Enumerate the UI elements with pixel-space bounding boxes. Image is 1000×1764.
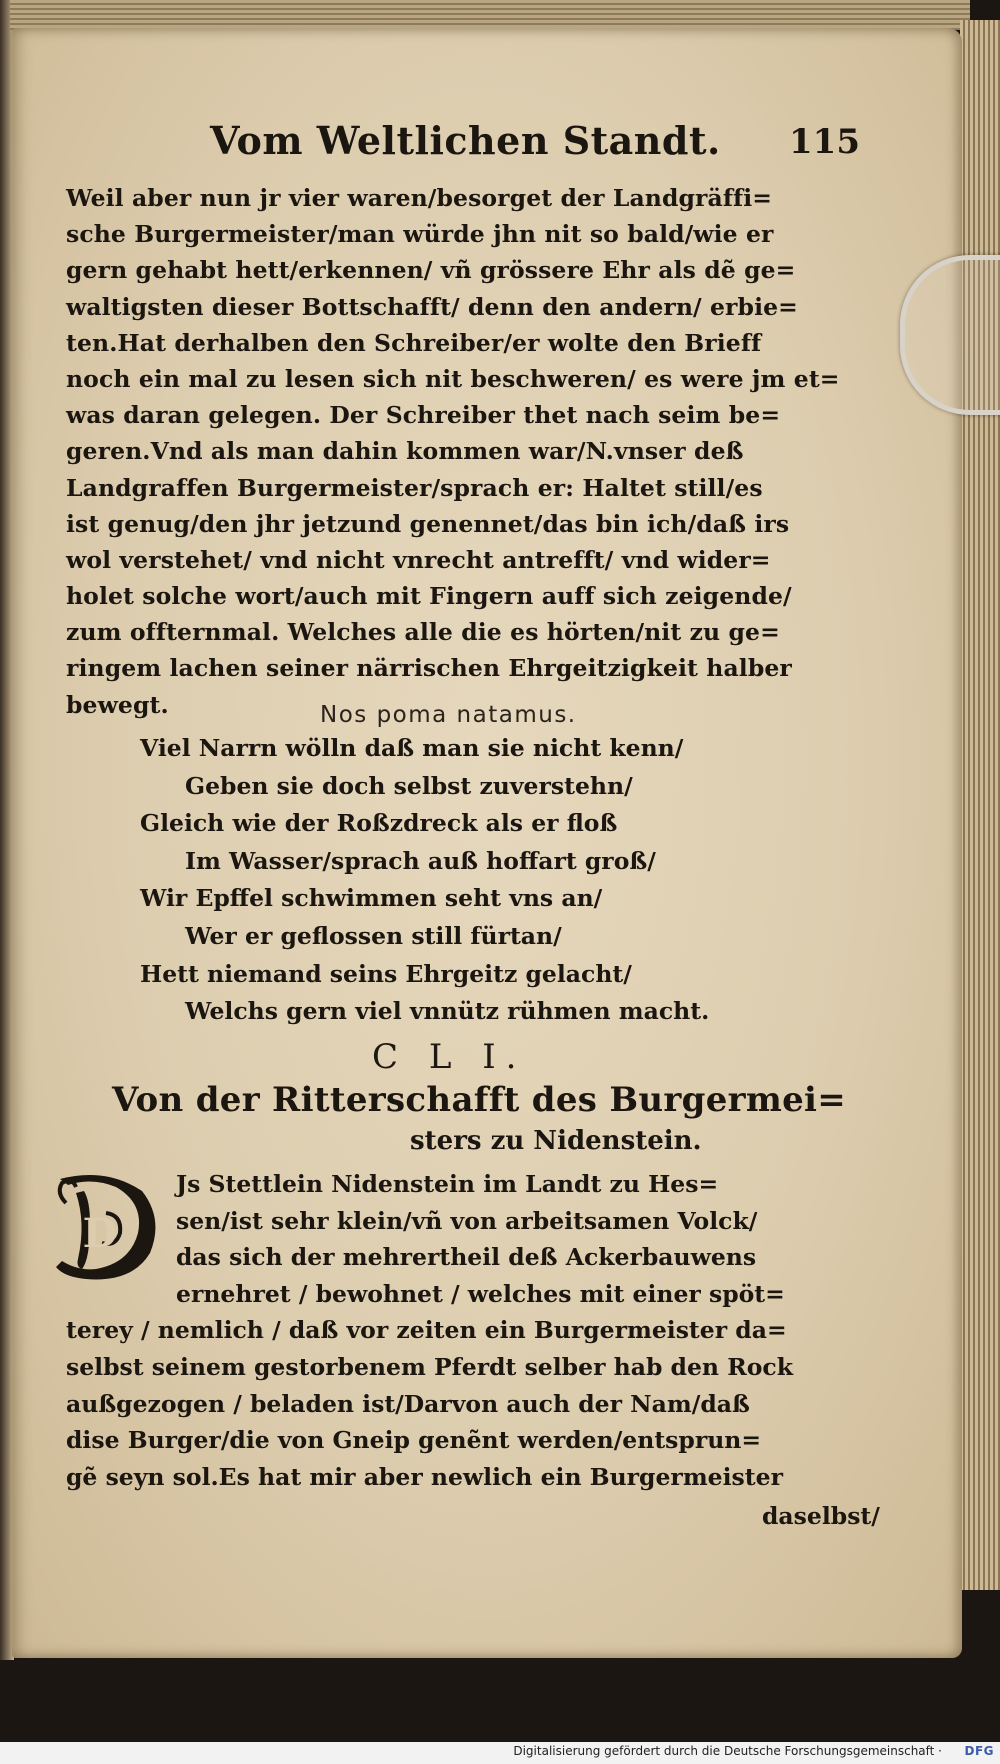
text-line: ten.Hat derhalben den Schreiber/er wolte den Brieff xyxy=(66,328,762,357)
verse-line: Welchs gern viel vnnütz rühmen macht. xyxy=(185,997,710,1026)
text-line: selbst seinem gestorbenem Pferdt selber hab den Rock xyxy=(66,1352,793,1381)
funding-credit: Digitalisierung gefördert durch die Deutsche Forschungsgemeinschaft · xyxy=(513,1744,942,1758)
chapter-title-continuation: sters zu Nidenstein. xyxy=(410,1126,702,1156)
verse-block xyxy=(140,730,740,1031)
chapter-title: Von der Ritterschafft des Burgermei= xyxy=(112,1080,847,1120)
text-line: waltigsten dieser Bottschafft/ denn den andern/ erbie= xyxy=(66,292,798,321)
verse-line: Hett niemand seins Ehrgeitz gelacht/ xyxy=(140,959,632,988)
verse-line: Gleich wie der Roßzdreck als er floß xyxy=(140,809,618,838)
text-line: Weil aber nun jr vier waren/besorget der Landgräffi= xyxy=(66,184,773,212)
text-line: noch ein mal zu lesen sich nit beschweren/ es were jm et= xyxy=(66,364,840,393)
verse-line: Geben sie doch selbst zuverstehn/ xyxy=(185,771,633,800)
page-number: 115 xyxy=(789,122,860,162)
text-line: bewegt. xyxy=(66,690,169,719)
catchword: daselbst/ xyxy=(762,1502,880,1530)
text-line: sen/ist sehr klein/vñ von arbeitsamen Volck/ xyxy=(176,1206,758,1235)
chapter-body-text xyxy=(66,1166,856,1495)
verse-line: Wir Epffel schwimmen seht vns an/ xyxy=(140,884,603,913)
body-text xyxy=(66,180,856,723)
latin-motto: Nos poma natamus. xyxy=(320,702,577,728)
initial-letter: D xyxy=(82,1210,118,1257)
text-line: außgezogen / beladen ist/Darvon auch der Nam/daß xyxy=(66,1389,750,1418)
page-stack-top xyxy=(10,0,970,30)
text-line: ringem lachen seiner närrischen Ehrgeitzigkeit halber xyxy=(66,654,792,683)
text-line: dise Burger/die von Gneip genẽnt werden/entsprun= xyxy=(66,1426,762,1455)
text-line: Js Stettlein Nidenstein im Landt zu Hes= xyxy=(176,1170,719,1198)
text-line: Landgraffen Burgermeister/sprach er: Haltet still/es xyxy=(66,473,763,502)
text-line: ernehret / bewohnet / welches mit einer spöt= xyxy=(176,1279,785,1308)
text-line: geren.Vnd als man dahin kommen war/N.vnser deß xyxy=(66,437,744,466)
text-line: sche Burgermeister/man würde jhn nit so bald/wie er xyxy=(66,220,774,249)
text-line: ist genug/den jhr jetzund genennet/das bin ich/daß irs xyxy=(66,509,790,538)
chapter-number: C L I. xyxy=(372,1037,527,1077)
running-head: Vom Weltlichen Standt. xyxy=(210,118,721,163)
verse-line: Im Wasser/sprach auß hoffart groß/ xyxy=(185,846,656,875)
dfg-logo: DFG xyxy=(964,1744,994,1758)
text-line: terey / nemlich / daß vor zeiten ein Burgermeister da= xyxy=(66,1316,787,1345)
text-line: zum offternmal. Welches alle die es hörten/nit zu ge= xyxy=(66,618,780,647)
text-line: holet solche wort/auch mit Fingern auff sich zeigende/ xyxy=(66,582,792,611)
verse-line: Wer er geflossen still fürtan/ xyxy=(185,921,562,950)
page-header xyxy=(200,118,860,174)
text-line: gern gehabt hett/erkennen/ vñ grössere Ehr als dẽ ge= xyxy=(66,256,796,285)
footer-bar xyxy=(0,1742,1000,1764)
text-line: wol verstehet/ vnd nicht vnrecht antrefft/ vnd wider= xyxy=(66,545,771,574)
text-line: was daran gelegen. Der Schreiber thet nach seim be= xyxy=(66,401,781,430)
verse-line: Viel Narrn wölln daß man sie nicht kenn/ xyxy=(140,734,684,762)
text-line: das sich der mehrertheil deß Ackerbauwens xyxy=(176,1243,757,1272)
text-line: gẽ seyn sol.Es hat mir aber newlich ein Burgermeister xyxy=(66,1462,783,1491)
